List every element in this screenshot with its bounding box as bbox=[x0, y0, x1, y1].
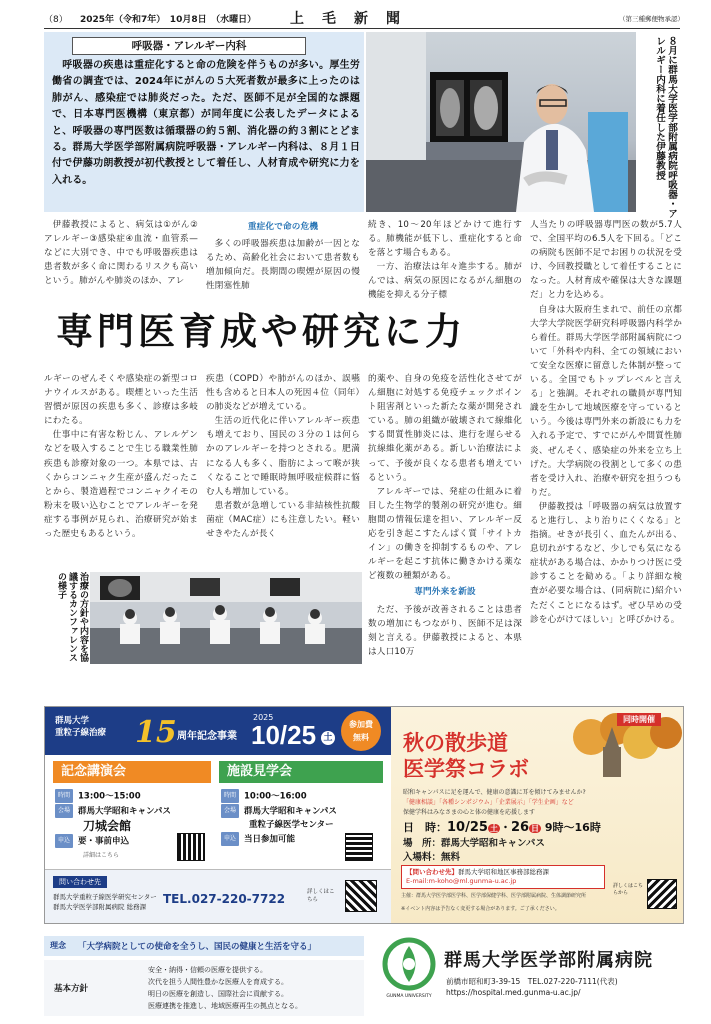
tour-qr-code[interactable] bbox=[345, 833, 373, 861]
tour-apply-tag: 申込 bbox=[221, 832, 239, 846]
ad-free-badge: 参加費 無料 bbox=[341, 711, 381, 751]
logo-text: GUNMA UNIVERSITY bbox=[386, 994, 432, 999]
professor-photo-art bbox=[366, 32, 636, 212]
contact-qr-code[interactable] bbox=[345, 880, 377, 912]
ad-badge: 群馬大学 重粒子線治療 bbox=[55, 716, 107, 738]
lecture-qr-code[interactable] bbox=[177, 833, 205, 861]
festival-fee-row bbox=[403, 849, 460, 863]
hospital-logo bbox=[382, 936, 436, 1006]
body-para: 患者数が急増している非結核性抗酸菌症（MAC症）にも注意したい。軽いせきやたんが長く bbox=[206, 500, 360, 540]
page-number: （8） bbox=[44, 15, 68, 25]
body-col-4 bbox=[530, 218, 682, 658]
philosophy-text: 「大学病院としての使命を全うし、国民の健康と生活を守る」 bbox=[78, 942, 317, 952]
philosophy-tag: 理念 bbox=[50, 941, 66, 950]
ad-year: 2025 bbox=[253, 713, 274, 722]
festival-date: 10/25 bbox=[447, 820, 488, 835]
top-photo-caption: ８月に群馬大学医学部附属病院呼吸器・アレルギー内科に着任した伊藤教授 bbox=[654, 36, 677, 219]
festival-sponsor: 主催：群馬大学医学部医学科、医学部保健学科、医学部附属病院、生体調節研究所 bbox=[401, 893, 587, 899]
festival-hours: 9時〜16時 bbox=[544, 821, 601, 834]
festival-note: ※イベント内容は予告なく変更する場合があります。ご了承ください。 bbox=[401, 906, 560, 912]
lecture-apply: 要・事前申込 bbox=[78, 836, 130, 847]
policy-item: 安全・納得・信頼の医療を提供する。 bbox=[148, 966, 267, 974]
festival-title-2: 医学祭コラボ bbox=[403, 757, 529, 781]
body-para: 伊藤教授によると、病気は①がん②アレルギー③感染症④血流・血管系—などに大別でき、中でも呼吸器疾患は患者数が多く命に関わるリスクも高いという。肺がんや肺炎のほか、アレ bbox=[44, 220, 198, 287]
ad-contact bbox=[45, 869, 391, 924]
body-para: 生活の近代化に伴いアレルギー疾患も増えており、国民の３分の１は何らかのアレルギーを持つとされる。肥満になる人も多く、脂肪によって喉が狭くなることで睡眠時無呼吸症候群に悩む人も増加している。 bbox=[206, 416, 360, 497]
body-col-2b bbox=[206, 372, 360, 568]
lead-text: 呼吸器の疾患は重症化すると命の危険を伴うものが多い。厚生労働省の調査では、2024年にがんの５大死者数が最多に上ったのは肺がん、感染症では肺炎だった。ただ、医師不足が全国的な課題で、日本専門医機構（東京都）が同年度に公表したデータによると、呼吸器の専門医数は循環器の約５割、消化器の約３割にとどまる。群馬大学医学部附属病院呼吸器・アレルギー内科は、８月１日付で伊藤功朗教授が初代教授として着任し、人材育成や研究に力を入れる。 bbox=[52, 60, 360, 186]
hospital-address: 前橋市昭和町3-39-15 TEL.027-220-7111(代表) bbox=[446, 977, 618, 986]
body-para: 伊藤教授は「呼吸器の病気は放置すると進行し、より治りにくくなる」と指摘。せきが長引く、血たんが出る、息切れがするなど、少しでも気になる症状がある場合は、かかりつけ医に受診することを勧める。「より詳細な検査が必要な場合は、(同病院に)紹介いただくことになるはず。ぜひ早めの受診を心がけてほしい」と呼びかける。 bbox=[530, 501, 682, 625]
ad-anniv-text: 周年記念事業 bbox=[177, 731, 237, 742]
hospital-url[interactable]: https://hospital.med.gunma-u.ac.jp/ bbox=[446, 988, 581, 997]
professor-photo bbox=[366, 32, 636, 212]
subhead-specialty: 専門外来を新設 bbox=[414, 587, 476, 598]
festival-fee: 無料 bbox=[441, 852, 461, 863]
body-col-3b bbox=[368, 372, 522, 662]
body-para: アレルギーでは、発症の仕組みに着目した生物学的製剤の研究が進む。細胞間の情報伝達を担い、アレルギー反応を引き起こすたんぱく質「サイトカイン」の働きを抑制するものや、アレルギーを起こす抗体に働きかける薬など複数の種類がある。 bbox=[368, 486, 522, 582]
page-header bbox=[44, 8, 684, 28]
festival-contact bbox=[401, 865, 605, 889]
simultaneous-badge: 同時開催 bbox=[617, 713, 661, 726]
conference-photo-art bbox=[90, 572, 362, 664]
footer-bar bbox=[44, 936, 364, 956]
festival-dow2: 日 bbox=[531, 824, 540, 833]
festival-venue-row bbox=[403, 835, 545, 849]
tour-venue-tag: 会場 bbox=[221, 804, 239, 818]
body-para: 疾患（COPD）や肺がんのほか、誤嚥性も含めると日本人の死因４位（同年）の肺炎などが増えている。 bbox=[206, 374, 360, 413]
hospital-name: 群馬大学医学部附属病院 bbox=[444, 950, 653, 971]
festival-venue-label: 場 所： bbox=[403, 838, 442, 849]
festival-dow1: 土 bbox=[489, 824, 498, 833]
bottom-photo-caption: 治療の方針や内容を協議するカンファレンスの様子 bbox=[56, 572, 88, 662]
lecture-note: 詳細はこちら bbox=[83, 851, 120, 859]
subhead-severity: 重症化で命の危機 bbox=[247, 222, 319, 232]
ad-dow: 土 bbox=[321, 731, 335, 745]
body-col-1b bbox=[44, 372, 198, 568]
body-para: ただ、予後が改善されることは患者数の増加にもつながり、医師不足は深刻と言える。伊藤教授によると、本県は人口10万 bbox=[368, 604, 522, 657]
section-label: 呼吸器・アレルギー内科 bbox=[72, 37, 306, 55]
tour-venue1: 群馬大学昭和キャンパス bbox=[244, 806, 337, 816]
contact-label: 問い合わせ先 bbox=[53, 876, 107, 888]
lecture-venue1: 群馬大学昭和キャンパス bbox=[78, 806, 171, 816]
body-col-3a bbox=[368, 218, 522, 310]
tour-title: 施設見学会 bbox=[219, 761, 383, 783]
postal-notice: （第三種郵便物承認） bbox=[619, 15, 684, 23]
body-para: ルギーのぜんそくや感染症の新型コロナウイルスがある。喫煙といった生活習慣が原因の疾患も多く、診療は多岐にわたる。 bbox=[44, 374, 198, 427]
lecture-venue2: 刀城会館 bbox=[83, 819, 132, 833]
hospital-logo-icon bbox=[382, 936, 436, 992]
festival-title-1: 秋の散歩道 bbox=[403, 731, 508, 755]
tour-time: 10:00〜16:00 bbox=[244, 791, 307, 802]
festival-desc: 昭和キャンパスに足を運んで、健康の意識に耳を傾けてみませんか? bbox=[403, 789, 586, 796]
ad-anniv-num: 15 bbox=[135, 715, 177, 750]
ad-date: 10/25 bbox=[251, 720, 317, 750]
header-date: 2025年（令和7年） 10月8日 （水曜日） bbox=[80, 15, 257, 25]
tour-venue2: 重粒子線医学センター bbox=[249, 820, 334, 830]
body-col-1a bbox=[44, 218, 198, 310]
body-para: 一方、治療法は年々進歩する。肺がんでは、病気の原因になるがん細胞の機能を抑える分子標 bbox=[368, 262, 522, 301]
main-headline: 専門医育成や研究に力 bbox=[56, 309, 466, 353]
header-rule bbox=[44, 28, 680, 29]
policy-box bbox=[44, 960, 364, 1016]
lecture-venue-tag: 会場 bbox=[55, 804, 73, 818]
festival-date-label: 日 時： bbox=[403, 821, 447, 834]
body-para: 続き、10〜20年ほどかけて進行する。肺機能が低下し、重症化すると命を落とす場合もある。 bbox=[368, 220, 522, 259]
contact-org1: 群馬大学重粒子線医学研究センター bbox=[53, 893, 157, 901]
festival-date2: 26 bbox=[510, 820, 530, 835]
body-para: 的薬や、自身の免疫を活性化させてがん細胞に対処する免疫チェックポイント阻害剤といった新たな薬が開発されている。肺の組織が破壊されて線維化する間質性肺炎には、進行を遅らせる抗線維化薬がある。新しい治療法によって、予後が良くなる患者も増えているという。 bbox=[368, 374, 522, 483]
body-col-2a bbox=[206, 218, 360, 310]
festival-qr-code[interactable] bbox=[647, 879, 677, 909]
ad-banner bbox=[44, 706, 684, 924]
tour-apply: 当日参加可能 bbox=[244, 834, 296, 845]
body-para: 多くの呼吸器疾患は加齢が一因となるため、高齢化社会において患者数も増加傾向だ。長期間の喫煙が原因の慢性閉塞性肺 bbox=[206, 239, 360, 292]
contact-qr-label: 詳しくはこちら bbox=[307, 889, 335, 903]
festival-panel bbox=[391, 707, 684, 924]
policy-item: 次代を担う人間性豊かな医療人を育成する。 bbox=[148, 978, 288, 986]
body-para: 仕事中に有害な粉じん、アレルゲンなどを吸入することで生じる職業性肺疾患も診療対象の一つ。本県では、古くからコンニャク生産が盛んだったことから、製造過程でコンニャクイモの粉末を吸い込むことでアレルギーを発症する事例が見られ、治療研究が始まった歴史もあるという。 bbox=[44, 430, 198, 540]
contact-org2: 群馬大学医学部附属病院 総務課 bbox=[53, 903, 147, 911]
conference-photo bbox=[90, 572, 362, 664]
festival-fee-label: 入場料： bbox=[403, 852, 442, 863]
festival-venue: 群馬大学昭和キャンパス bbox=[441, 838, 545, 849]
lecture-title: 記念講演会 bbox=[53, 761, 211, 783]
body-para: 自身は大阪府生まれで、前任の京都大学大学院医学研究科呼吸器内科学から着任。群馬大学医学部附属病院について「外科や内科、全ての領域において安全な医療に留意した体制が整っている。全国でもトップレベルと言える」と強調。それぞれの職員が専門知識を生かして地域医療を守っているという。今後は専門外来の新設にも力を入れる予定で、すでにがんや間質性肺炎、ぜんそく、感染症の外来を立ち上げた。大学病院の役割として多くの患者を受け入れ、治療や研究を担うつもりだ。 bbox=[530, 304, 682, 498]
policy-item: 医療連携を推進し、地域医療再生の拠点となる。 bbox=[148, 1002, 302, 1010]
festival-date-row: 日 時：10/25 土 ・26 日 9時〜16時 bbox=[403, 820, 601, 835]
festival-events: 「健康相談」「各種シンポジウム」「企業展示」「学生企画」など bbox=[403, 799, 574, 806]
lecture-time: 13:00〜15:00 bbox=[78, 791, 141, 802]
policy-item: 明日の医療を創造し、国際社会に貢献する。 bbox=[148, 990, 288, 998]
newspaper-name: 上 毛 新 聞 bbox=[290, 11, 402, 27]
lecture-apply-tag: 申込 bbox=[55, 834, 73, 848]
festival-contact-label: 【問い合わせ先】 bbox=[406, 868, 458, 876]
festival-contact-org: 群馬大学昭和地区事務部総務課 bbox=[458, 868, 549, 876]
lecture-time-tag: 時間 bbox=[55, 789, 73, 803]
policy-label: 基本方針 bbox=[54, 984, 89, 994]
festival-email[interactable]: E-mail:m-koho@ml.gunma-u.ac.jp bbox=[406, 877, 517, 885]
policy-list bbox=[148, 964, 302, 1012]
festival-events-2: 保健学科はみなさまの心と体の健康を応援します bbox=[403, 809, 536, 816]
contact-tel: TEL.027-220-7722 bbox=[163, 892, 286, 906]
festival-qr-label: 詳しくはこちらから bbox=[613, 883, 644, 896]
body-para: 人当たりの呼吸器専門医の数が5.7人で、全国平均の6.5人を下回る。「どこの病院も医師不足でお困りの状況を受け、今回教授職として着任することになった。人材育成や確保は大きな課題だ」と力を込める。 bbox=[530, 220, 682, 301]
tour-time-tag: 時間 bbox=[221, 789, 239, 803]
